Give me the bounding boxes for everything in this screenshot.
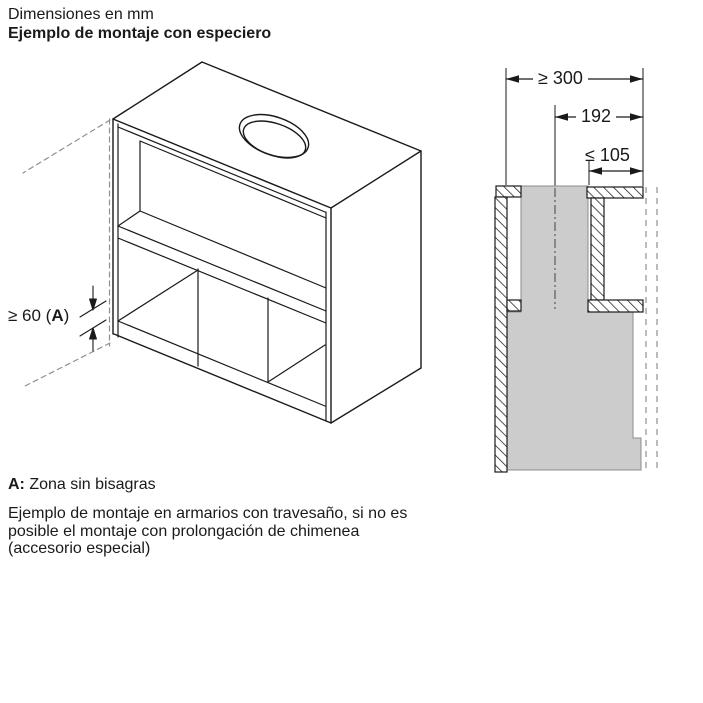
footer-paragraph-line: (accesorio especial) xyxy=(8,540,151,557)
shelf-left-edge xyxy=(118,211,140,226)
dim-60-label xyxy=(8,306,69,326)
shelf-top-back-edge xyxy=(140,211,326,288)
cross-section-drawing xyxy=(495,68,657,472)
dim-60-marks xyxy=(80,286,106,351)
dim-300-label: ≥ 300 xyxy=(533,68,588,89)
dim-192-label: 192 xyxy=(576,106,616,127)
right-vertical-rail xyxy=(591,198,604,300)
page-title: Ejemplo de montaje con especiero xyxy=(8,25,272,42)
hood-body xyxy=(507,186,641,470)
page-header xyxy=(8,5,271,43)
top-right-rail xyxy=(587,187,643,198)
section-dashed-lines xyxy=(646,187,657,471)
zone-a-note xyxy=(8,476,156,494)
isometric-cabinet xyxy=(23,62,421,423)
floor-left-wall-edge xyxy=(118,270,198,321)
top-panel-inner-edge xyxy=(140,141,326,218)
duct-hole xyxy=(234,106,314,165)
bottom-right-rail xyxy=(588,300,643,312)
cabinet-interior-lines xyxy=(118,141,326,406)
left-side-wall xyxy=(495,197,507,472)
shelf-front-bottom-edge xyxy=(118,238,326,323)
zone-a-note-letter: A: xyxy=(8,476,25,493)
header-dimensions-note: Dimensiones en mm xyxy=(8,6,154,23)
dim-60-zone-letter: A xyxy=(51,306,64,325)
shelf-front-top-edge xyxy=(118,226,326,311)
floor-front-edge xyxy=(118,321,325,406)
footer-paragraph xyxy=(8,505,407,558)
front-opening-frame xyxy=(118,124,326,421)
dim-105-line xyxy=(589,167,643,174)
footer-paragraph-line: Ejemplo de montaje en armarios con travesaño, si no es xyxy=(8,505,408,522)
left-shelf-rail xyxy=(507,300,521,311)
dim-105-label: ≤ 105 xyxy=(585,145,630,165)
wall-reference-dashed-lines xyxy=(23,119,110,387)
zone-a-note-text: Zona sin bisagras xyxy=(24,476,156,493)
dim-60-prefix: ≥ 60 ( xyxy=(8,306,52,325)
dim-60-suffix: ) xyxy=(63,306,70,325)
top-left-rail xyxy=(496,186,521,197)
footer-paragraph-line: posible el montaje con prolongación de chimenea xyxy=(8,522,360,540)
floor-right-wall-edge xyxy=(268,345,325,382)
